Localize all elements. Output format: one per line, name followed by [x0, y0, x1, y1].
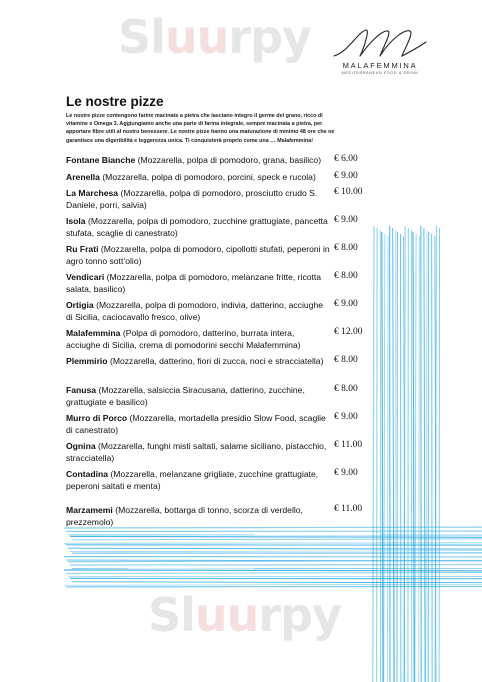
- vertical-line: [413, 232, 414, 682]
- page-title: Le nostre pizze: [66, 94, 164, 109]
- menu-item-price: € 11.00: [334, 440, 363, 450]
- menu-item-price: € 6.00: [334, 154, 358, 164]
- menu-item-price: € 10.00: [334, 187, 363, 197]
- vertical-line: [393, 228, 394, 682]
- watermark-top-pre: Sl: [118, 10, 165, 64]
- horizontal-line: [68, 548, 482, 549]
- menu-item-name: Ortigia: [66, 300, 94, 310]
- menu-item-ingredients: (Mozzarella, melanzane grigliate, zucchine grattugiate, peperoni saltati e menta): [66, 469, 319, 491]
- menu-item-ingredients: (Mozzarella, polpa di pomodoro, grana, basilico): [137, 155, 322, 165]
- menu-item-description: [66, 384, 330, 408]
- menu-item-name: Vendicari: [66, 272, 105, 282]
- watermark-bottom: [148, 588, 341, 642]
- menu-item-description: [66, 271, 330, 295]
- horizontal-line: [64, 570, 482, 571]
- menu-item-name: Fontane Bianche: [66, 155, 136, 165]
- horizontal-line: [72, 582, 482, 583]
- vertical-line: [373, 226, 374, 682]
- menu-item-ingredients: (Mozzarella, polpa di pomodoro, melanzane fritte, ricotta salata, basilico): [66, 272, 322, 294]
- horizontal-line: [68, 561, 482, 562]
- menu-item-price: € 8.00: [334, 243, 358, 253]
- horizontal-line: [72, 539, 482, 540]
- menu-item-price: € 9.00: [334, 171, 358, 181]
- vertical-line: [404, 236, 405, 682]
- menu-item-price: € 8.00: [334, 355, 358, 365]
- watermark-top-post: rpy: [228, 10, 312, 64]
- vertical-line: [435, 226, 436, 682]
- menu-item-description: [66, 187, 330, 211]
- vertical-line: [382, 232, 383, 682]
- watermark-bottom-pre: Sl: [148, 588, 195, 642]
- horizontal-line: [66, 560, 482, 561]
- menu-item-ingredients: (Mozzarella, polpa di pomodoro, cipollotti stufati, peperoni in agro tonno sott’olio): [66, 244, 330, 266]
- vertical-line: [435, 236, 436, 682]
- watermark-bottom-highlight: uu: [194, 588, 259, 642]
- menu-item-name: Ru Frati: [66, 244, 99, 254]
- menu-item-name: Fanusa: [66, 385, 97, 395]
- menu-item-name: Plemmirio: [66, 356, 108, 366]
- menu-item-name: Malafemmina: [66, 328, 121, 338]
- horizontal-line: [64, 584, 482, 585]
- menu-item-name: Isola: [66, 216, 86, 226]
- horizontal-line: [70, 551, 482, 552]
- menu-item-ingredients: (Mozzarella, datterino, fiori di zucca, noci e stracciatella): [109, 356, 324, 366]
- menu-item-description: [66, 327, 330, 351]
- menu-item-ingredients: (Mozzarella, polpa di pomodoro, porcini, speck e rucola): [102, 172, 316, 182]
- watermark-bottom-post: rpy: [258, 588, 342, 642]
- menu-item-price: € 9.00: [334, 215, 358, 225]
- horizontal-line: [66, 573, 482, 574]
- vertical-line: [384, 234, 385, 682]
- brand-name: MALAFEMMINA: [342, 61, 418, 70]
- menu-item-name: La Marchesa: [66, 188, 119, 198]
- menu-item-description: [66, 171, 330, 183]
- vertical-line: [415, 234, 416, 682]
- vertical-line: [424, 228, 425, 682]
- menu-item-name: Arenella: [66, 172, 100, 182]
- watermark-top: [118, 10, 311, 64]
- menu-item-price: € 9.00: [334, 412, 358, 422]
- menu-item-ingredients: (Mozzarella, salsiccia Siracusana, datterino, zucchine, grattugiate e basilico): [66, 385, 305, 407]
- horizontal-line: [70, 536, 482, 537]
- menu-item-price: € 8.00: [334, 384, 358, 394]
- menu-item-ingredients: (Mozzarella, funghi misti saltati, salame siciliano, pistacchio, stracciatella): [66, 441, 327, 463]
- menu-item-description: [66, 355, 330, 367]
- menu-item-price: € 12.00: [334, 327, 363, 337]
- menu-item-name: Ognina: [66, 441, 96, 451]
- menu-item-description: [66, 412, 330, 436]
- menu-item-ingredients: (Mozzarella, polpa di pomodoro, indivia, datterino, acciughe di Sicilia, caciocavallo fresco, olive): [66, 300, 324, 322]
- menu-item-ingredients: (Mozzarella, mortadella presidio Slow Food, scaglie di canestrato): [66, 413, 326, 435]
- menu-item-ingredients: (Mozzarella, polpa di pomodoro, zucchine grattugiate, pancetta stufata, scaglie di canestrato): [66, 216, 328, 238]
- menu-item-description: [66, 299, 330, 323]
- vertical-line: [404, 226, 405, 682]
- vertical-line: [426, 230, 427, 682]
- watermark-top-highlight: uu: [164, 10, 229, 64]
- intro-text: Le nostre pizze contengono farine macinate a pietra che lasciano integro il germe del grano, ricco di vitamine e Omega 3. Aggiungiamo anche una parte di farina integrale, sempre macinata a pietra, per apportare fibre utili al nostro benessere. Le nostre pizze hanno una maturazione di minimo 48 ore che ne garantisce una digeribilità e leggerezza unica. Ti conquisterà proprio come una … Malafemmina!: [66, 113, 335, 144]
- menu-item-price: € 9.00: [334, 299, 358, 309]
- menu-item-description: [66, 243, 330, 267]
- menu-item-name: Marzamemi: [66, 505, 113, 515]
- menu-item-description: [66, 468, 330, 492]
- menu-item-description: [66, 440, 330, 464]
- menu-item-price: € 9.00: [334, 468, 358, 478]
- menu-item-description: [66, 154, 330, 166]
- menu-item-name: Contadina: [66, 469, 109, 479]
- menu-item-description: [66, 215, 330, 239]
- menu-item-ingredients: (Polpa di pomodoro, datterino, burrata intera, acciughe di Sicilia, crema di pomodorini secchi Malafemmina): [66, 328, 301, 350]
- menu-item-name: Murro di Porco: [66, 413, 128, 423]
- menu-item-price: € 8.00: [334, 271, 358, 281]
- vertical-line: [395, 230, 396, 682]
- brand-tagline: MEDITERRANEAN FOOD & DRINK: [341, 71, 419, 75]
- menu-item-ingredients: (Mozzarella, bottarga di tonno, scorza di verdello, prezzemolo): [66, 505, 303, 527]
- brand-script-mark-icon: [330, 26, 430, 60]
- menu-item-description: [66, 504, 330, 528]
- menu-item-ingredients: (Mozzarella, polpa di pomodoro, prosciutto crudo S. Daniele, porri, salvia): [66, 188, 318, 210]
- menu-item-price: € 11.00: [334, 504, 363, 514]
